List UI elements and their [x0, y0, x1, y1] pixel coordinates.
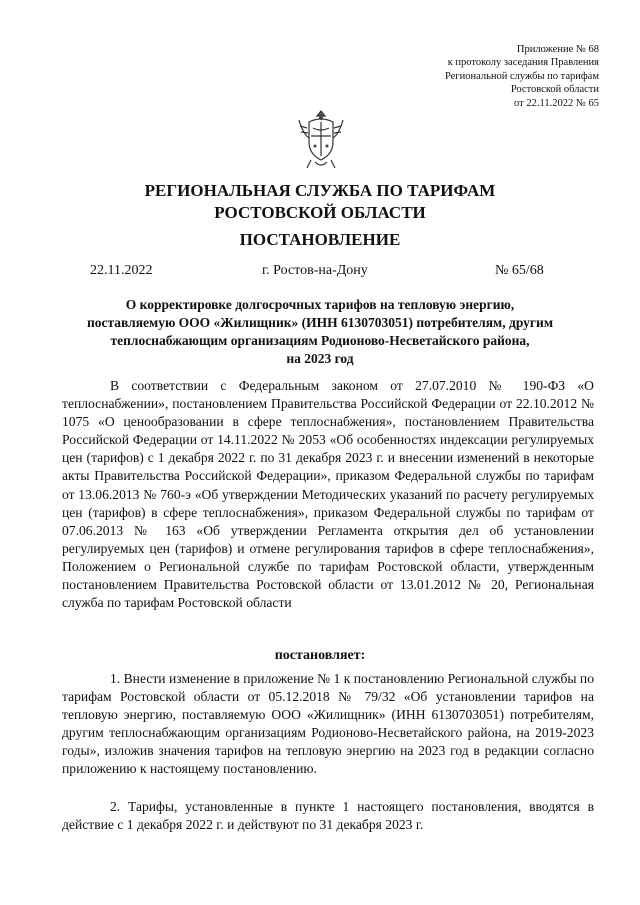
agency-line: РЕГИОНАЛЬНАЯ СЛУЖБА ПО ТАРИФАМ — [144, 181, 496, 200]
subject-line: на 2023 год — [286, 351, 354, 366]
annex-note — [445, 43, 599, 110]
preamble-paragraph: В соответствии с Федеральным законом от 27.07.2010 № 190-ФЗ «О теплоснабжении», постановлением Правительства Российской Федерации от 22.10.2012 № 1075 «О ценообразовании в сфере теплоснабжения», постановлением Правительства Российской Федерации от 14.11.2022 № 2053 «Об особенностях индексации регулируемых цен (тарифов) с 1 декабря 2022 г. по 31 декабря 2023 г. и внесении изменений в некоторые акты Правительства Российской Федерации», приказом Федеральной службы по тарифам от 13.06.2013 № 760-э «Об утверждении Методических указаний по расчету регулируемых цен (тарифов) в сфере теплоснабжения», приказом Федеральной службы по тарифам от 07.06.2013 № 163 «Об утверждении Регламента открытия дел об установлении регулируемых цен (тарифов) и отмене регулирования тарифов в сфере теплоснабжения», Положением о Региональной службе по тарифам Ростовской области, утвержденным постановлением Правительства Ростовской области от 13.01.2012 № 20, Региональная служба по тарифам Ростовской области — [62, 378, 594, 611]
item-2-paragraph: 2. Тарифы, установленные в пункте 1 настоящего постановления, вводятся в действие с 1 декабря 2022 г. и действуют по 31 декабря 2023 г. — [62, 799, 594, 833]
subject-line: поставляемую ООО «Жилищник» (ИНН 6130703051) потребителям, другим — [86, 315, 554, 330]
annex-line: от 22.11.2022 № 65 — [514, 97, 599, 109]
document-city: г. Ростов-на-Дону — [262, 263, 368, 278]
subject-line: теплоснабжающим организациям Родионово-Несветайского района, — [110, 333, 530, 348]
document-subject — [62, 296, 578, 368]
agency-line: РОСТОВСКОЙ ОБЛАСТИ — [214, 203, 426, 222]
document-type: ПОСТАНОВЛЕНИЕ — [239, 230, 401, 249]
document-number: № 65/68 — [495, 263, 544, 278]
annex-line: Ростовской области — [510, 84, 599, 96]
document-date: 22.11.2022 — [90, 263, 153, 278]
subject-line: О корректировке долгосрочных тарифов на тепловую энергию, — [125, 297, 515, 312]
item-1-paragraph: 1. Внести изменение в приложение № 1 к постановлению Региональной службы по тарифам Ростовской области от 05.12.2018 № 79/32 «Об установлении тарифов на тепловую энергию, поставляемую ООО «Жилищник» (ИНН 6130703051) потребителям, другим теплоснабжающим организациям Родионово-Несветайского района, на 2019-2023 годы», изложив значения тарифов на тепловую энергию на 2023 год в редакции согласно приложению к настоящему постановлению. — [62, 671, 594, 777]
annex-line: Региональной службы по тарифам — [444, 70, 599, 82]
coat-of-arms-icon — [295, 108, 347, 170]
annex-line: к протоколу заседания Правления — [447, 57, 599, 69]
annex-line: Приложение № 68 — [516, 44, 599, 55]
agency-name — [0, 180, 640, 224]
resolves-heading: постановляет: — [274, 648, 366, 663]
